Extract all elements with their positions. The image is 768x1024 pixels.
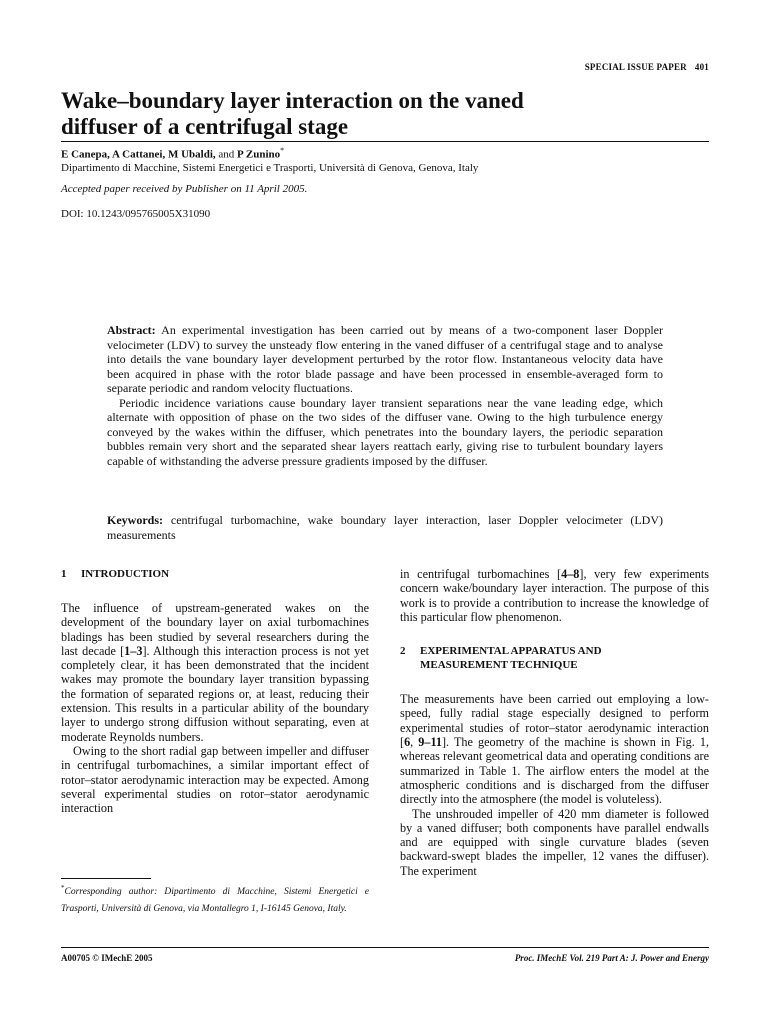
page-number: 401 (694, 62, 709, 72)
section-1-title: INTRODUCTION (81, 568, 170, 580)
footnote-text: Corresponding author: Dipartimento di Macchine, Sistemi Energetici e Trasporti, Università di Genova, via Montallegro 1, I-16145 Genova, Italy. (61, 887, 369, 915)
intro-paragraph-2: Owing to the short radial gap between impeller and diffuser in centrifugal turbomachines, a similar important effect of rotor–stator aerodynamic interaction may be expected. Among several experimental studies on rotor–stator aerodynamic interaction (61, 743, 369, 816)
intro-continuation: in centrifugal turbomachines [4–8], very few experiments concern wake/boundary layer interaction. The purpose of this work is to provide a contribution to increase the knowledge of this particular flow phenomenon. (400, 567, 710, 624)
citation[interactable]: 6 (404, 735, 411, 750)
title-line-1: Wake–boundary layer interaction on the vaned (61, 88, 524, 113)
affiliation: Dipartimento di Macchine, Sistemi Energetici e Trasporti, Università di Genova, Genova, Italy (61, 162, 479, 174)
authors-and: and (215, 148, 238, 161)
doi[interactable]: DOI: 10.1243/095765005X31090 (61, 208, 211, 220)
intro-paragraph-1: The influence of upstream-generated wakes on the development of the boundary layer on axial turbomachines bladings has been studied by several researchers during the last decade [1–3]. Although this interaction process is not yet completely clear, it has been demonstrated that the incident wakes may promote the boundary layer transition bypassing the formation of separated regions or, at least, reducing their extension. This results in a particular ability of the boundary layer to undergo strong diffusion without separating, even at moderate Reynolds numbers. (61, 601, 369, 744)
citation[interactable]: 9–11 (418, 735, 442, 750)
footer-left: A00705 © IMechE 2005 (61, 953, 153, 963)
footer-right: Proc. IMechE Vol. 219 Part A: J. Power and Energy (514, 953, 709, 963)
corresponding-mark: * (280, 146, 285, 155)
abstract (107, 323, 663, 468)
section-1-number: 1 (61, 568, 67, 580)
running-header (585, 62, 709, 72)
keywords-text: centrifugal turbomachine, wake boundary layer interaction, laser Doppler velocimeter (LDV) measurements (107, 513, 663, 542)
methods-paragraph-2: The unshrouded impeller of 420 mm diameter is followed by a vaned diffuser; both components have parallel endwalls and are equipped with single curvature blades (seven backward-swept blades the impeller, 12 vanes the diffuser). The experiment (400, 806, 709, 878)
abstract-paragraph-1: An experimental investigation has been carried out by means of a two-component laser Doppler velocimeter (LDV) to survey the unsteady flow entering in the vaned diffuser of a centrifugal stage and to analyse into details the vane boundary layer development perturbed by the rotor flow. Instantaneous velocity data have been acquired in phase with the rotor blade passage and have been processed in ensemble-averaged form to separate periodic and random velocity fluctuations. (107, 323, 663, 395)
section-2-title: EXPERIMENTAL APPARATUS AND MEASUREMENT TECHNIQUE (420, 645, 602, 672)
title-line-2: diffuser of a centrifugal stage (61, 114, 349, 139)
accepted-note: Accepted paper received by Publisher on 11 April 2005. (61, 183, 308, 195)
abstract-label: Abstract: (107, 323, 156, 337)
section-1-heading (61, 567, 369, 581)
authors-first: E Canepa, A Cattanei, M Ubaldi, (61, 148, 216, 161)
footer-rule (61, 947, 709, 948)
footnote (61, 880, 369, 918)
keywords (107, 513, 663, 542)
paper-title (61, 88, 701, 140)
section-2-heading (400, 644, 709, 672)
keywords-label: Keywords: (107, 513, 163, 527)
author-list (61, 146, 284, 161)
abstract-paragraph-2: Periodic incidence variations cause boundary layer transient separations near the vane leading edge, which alternate with opposition of phase on the two sides of the diffuser vane. Owing to the high turbulence energy conveyed by the wakes within the diffuser, which penetrates into the boundary layers, the periodic separation bubbles remain very short and the separated shear layers reattach early, giving rise to turbulent boundary layers capable of withstanding the adverse pressure gradients imposed by the diffuser. (107, 395, 663, 468)
title-rule (61, 141, 709, 142)
citation[interactable]: 4–8 (561, 567, 580, 581)
footnote-mark: * (61, 884, 65, 892)
authors-last: P Zunino (237, 148, 281, 161)
citation[interactable]: 1–3 (124, 643, 143, 658)
methods-paragraph-1: The measurements have been carried out employing a low-speed, fully radial stage especially designed to perform experimental studies of rotor–stator aerodynamic interaction [6, 9–11]. The geometry of the machine is shown in Fig. 1, whereas relevant geometrical data and operating conditions are summarized in Table 1. The airflow enters the model at the atmospheric conditions and is discharged from the diffuser directly into the atmosphere (the model is voluteless). (400, 692, 709, 807)
section-2-number: 2 (400, 645, 406, 658)
left-column (61, 567, 369, 815)
footnote-rule (61, 878, 151, 879)
header-label: SPECIAL ISSUE PAPER (584, 62, 687, 72)
right-column (400, 567, 709, 878)
